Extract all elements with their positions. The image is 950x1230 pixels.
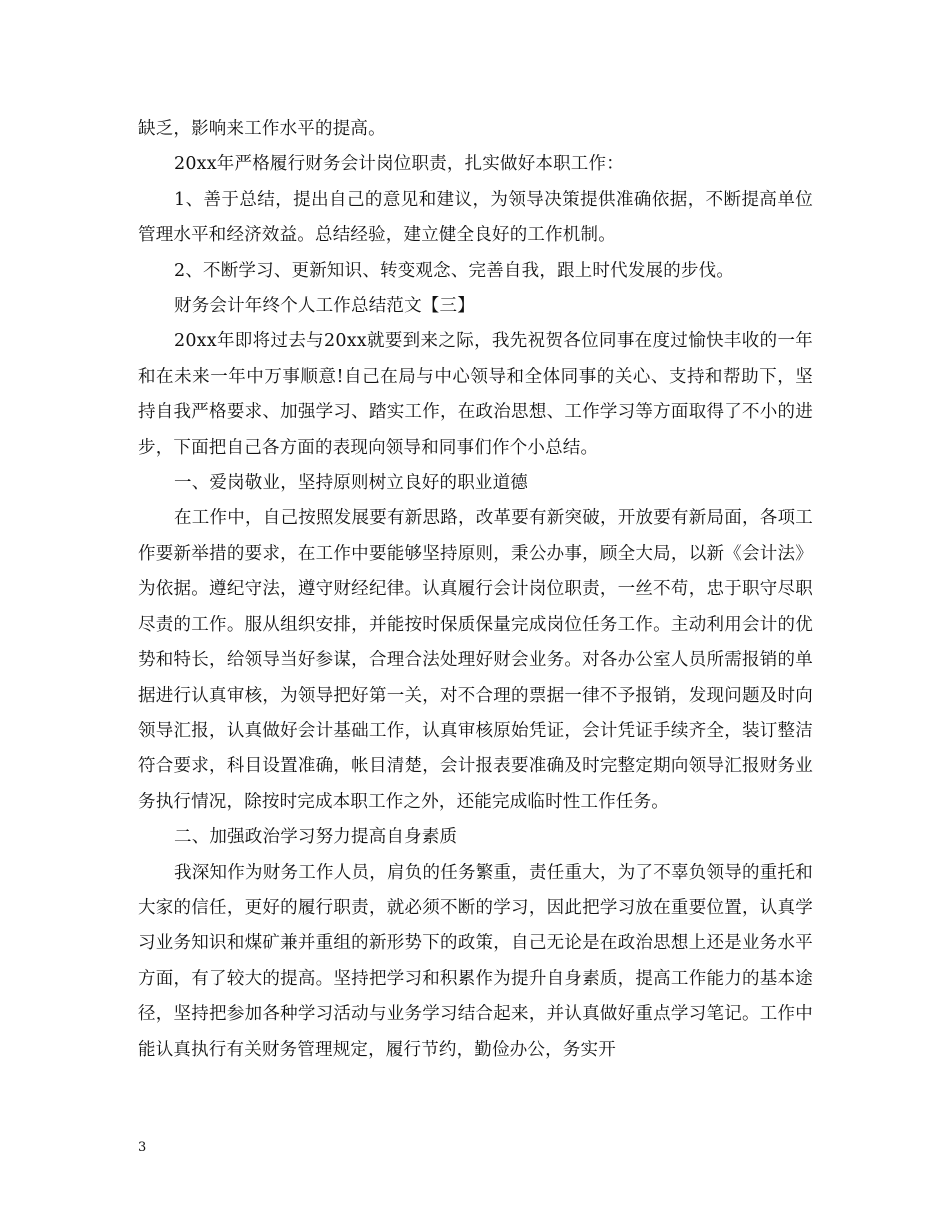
paragraph: 缺乏，影响来工作水平的提高。: [138, 119, 386, 139]
page-number: 3: [138, 1140, 147, 1155]
paragraph: 20xx年严格履行财务会计岗位职责，扎实做好本职工作：: [174, 154, 624, 175]
section-heading: 二、加强政治学习努力提高自身素质: [174, 827, 458, 848]
section-heading: 一、爱岗敬业，坚持原则树立良好的职业道德: [174, 473, 528, 494]
document-body: [138, 112, 813, 1068]
paragraph: 1、善于总结，提出自己的意见和建议，为领导决策提供准确依据，不断提高单位管理水平和经济效益。总结经验，建立健全良好的工作机制。: [138, 189, 813, 246]
paragraph: 我深知作为财务工作人员，肩负的任务繁重，责任重大，为了不辜负领导的重托和大家的信任，更好的履行职责，就必须不断的学习，因此把学习放在重要位置，认真学习业务知识和煤矿兼并重组的新形势下的政策，自己无论是在政治思想上还是业务水平方面，有了较大的提高。坚持把学习和积累作为提升自身素质，提高工作能力的基本途径，坚持把参加各种学习活动与业务学习结合起来，并认真做好重点学习笔记。工作中能认真执行有关财务管理规定，履行节约，勤俭办公，务实开: [138, 862, 813, 1060]
paragraph: 20xx年即将过去与20xx就要到来之际，我先祝贺各位同事在度过愉快丰收的一年和在未来一年中万事顺意!自己在局与中心领导和全体同事的关心、支持和帮助下，坚持自我严格要求、加强学习、踏实工作，在政治思想、工作学习等方面取得了不小的进步，下面把自己各方面的表现向领导和同事们作个小总结。: [138, 331, 813, 458]
section-title: 财务会计年终个人工作总结范文【三】: [174, 296, 475, 317]
paragraph: 在工作中，自己按照发展要有新思路，改革要有新突破，开放要有新局面，各项工作要新举措的要求，在工作中要能够坚持原则，秉公办事，顾全大局，以新《会计法》为依据。遵纪守法，遵守财经纪律。认真履行会计岗位职责，一丝不苟，忠于职守尽职尽责的工作。服从组织安排，并能按时保质保量完成岗位任务工作。主动利用会计的优势和特长，给领导当好参谋，合理合法处理好财会业务。对各办公室人员所需报销的单据进行认真审核，为领导把好第一关，对不合理的票据一律不予报销，发现问题及时向领导汇报，认真做好会计基础工作，认真审核原始凭证，会计凭证手续齐全，装订整洁符合要求，科目设置准确，帐目清楚，会计报表要准确及时完整定期向领导汇报财务业务执行情况，除按时完成本职工作之外，还能完成临时性工作任务。: [138, 508, 813, 812]
paragraph: 2、不断学习、更新知识、转变观念、完善自我，跟上时代发展的步伐。: [174, 260, 735, 281]
